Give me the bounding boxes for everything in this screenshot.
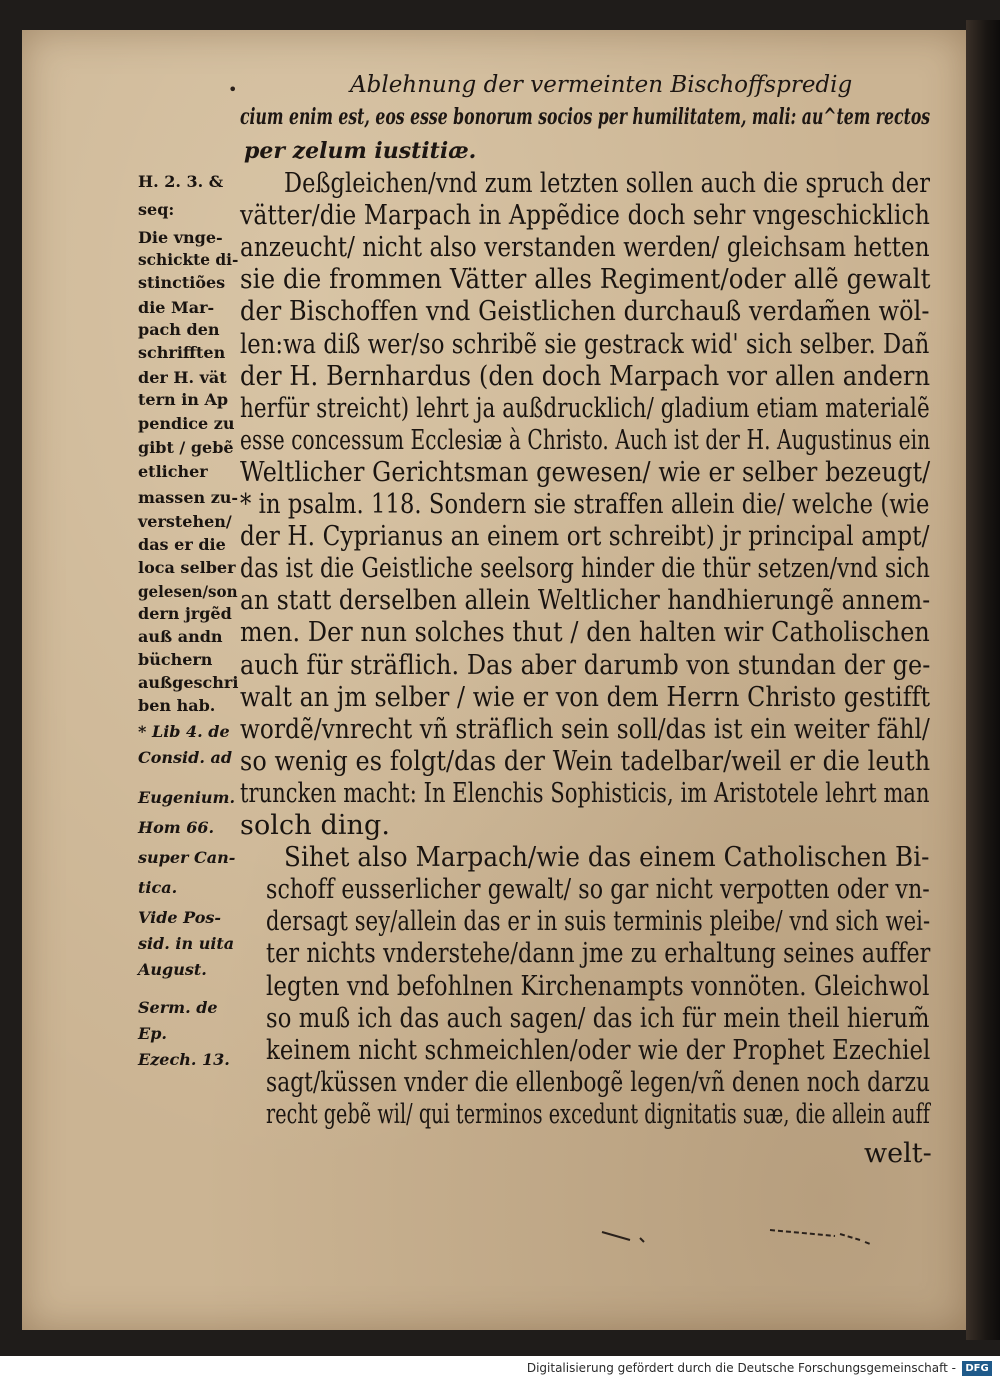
margin-note: dern jrgẽd <box>138 604 232 623</box>
margin-note: Eugenium. <box>138 788 236 807</box>
page-edge <box>966 20 1000 1340</box>
margin-note: schrifften <box>138 343 226 362</box>
running-head: Ablehnung der vermeinten Bischoffspredig <box>350 72 853 98</box>
body-line: anzeucht/ nicht also verstanden werden/ gleichsam hetten <box>240 232 930 264</box>
margin-note: * Lib 4. de <box>138 722 230 741</box>
margin-note: sid. in uita <box>138 934 235 953</box>
body-line: an statt derselben allein Weltlicher handhierungẽ annem- <box>240 585 931 617</box>
body-line: keinem nicht schmeichlen/oder wie der Prophet Ezechiel <box>266 1034 931 1066</box>
body-line: herfür streicht) lehrt ja außdrucklich/ gladium etiam materialẽ <box>240 392 930 424</box>
margin-note: außgeschri <box>138 673 239 692</box>
body-line: der Bischoffen vnd Geistlichen durchauß verdam̃en wöl- <box>240 296 930 328</box>
body-line: walt an jm selber / wie er von dem Herrn Christo gestifft <box>240 681 931 713</box>
body-line: auch für sträflich. Das aber darumb von stundan der ge- <box>240 649 931 681</box>
margin-note: das er die <box>138 535 226 554</box>
body-line: der H. Cyprianus an einem ort schreibt) jr principal ampt/ <box>240 521 930 553</box>
margin-note: die Mar- <box>138 298 215 317</box>
margin-note: pendice zu <box>138 414 235 433</box>
ink-smudge <box>600 1222 890 1252</box>
body-line: sagt/küssen vnder die ellenbogẽ legen/vñ denen noch darzu <box>266 1066 931 1098</box>
margin-note: etlicher <box>138 462 208 481</box>
margin-note: gibt / gebẽ <box>138 438 234 457</box>
body-line: * in psalm. 118. Sondern sie straffen allein die/ welche (wie <box>240 489 930 520</box>
body-line: esse concessum Ecclesiæ à Christo. Auch ist der H. Augustinus ein <box>240 424 931 456</box>
footer-credit: Digitalisierung gefördert durch die Deutsche Forschungsgemeinschaft - <box>526 1361 956 1375</box>
margin-note: büchern <box>138 650 213 669</box>
body-line: Deßgleichen/vnd zum letzten sollen auch die spruch der <box>284 168 931 199</box>
margin-note: loca selber <box>138 558 236 577</box>
latin-line-2: per zelum iustitiæ. <box>244 138 477 164</box>
body-line: men. Der nun solches thut / den halten wir Catholischen <box>240 617 930 649</box>
head-mark: • <box>228 80 238 99</box>
body-line: solch ding. <box>240 810 391 841</box>
margin-note: tica. <box>138 878 178 897</box>
latin-line-1: cium enim est, eos esse bonorum socios per humilitatem, mali: au^tem rectos <box>240 104 931 130</box>
margin-note: Ezech. 13. <box>138 1050 230 1069</box>
margin-note: schickte di- <box>138 250 239 269</box>
margin-note: Consid. ad <box>138 748 233 767</box>
body-line: wordẽ/vnrecht vñ sträflich sein soll/das ist ein weiter fähl/ <box>240 713 930 745</box>
catchword: welt- <box>864 1138 932 1169</box>
margin-note: ben hab. <box>138 696 216 715</box>
margin-note: Ep. <box>138 1024 167 1043</box>
body-line: so wenig es folgt/das der Wein tadelbar/weil er die leuth <box>240 745 931 777</box>
body-line: so muß ich das auch sagen/ das ich für mein theil hierum̃ <box>266 1002 930 1034</box>
margin-note: Die vnge- <box>138 228 223 247</box>
margin-note: gelesen/son <box>138 582 238 601</box>
margin-note: August. <box>138 960 207 979</box>
body-line: sie die frommen Vätter alles Regiment/oder allẽ gewalt <box>240 264 931 296</box>
body-line: truncken macht: In Elenchis Sophisticis, im Aristotele lehrt man <box>240 777 930 809</box>
body-line: len:wa diß wer/so schribẽ sie gestrack wid' sich selber. Dañ <box>240 328 930 360</box>
margin-note: seq: <box>138 200 175 219</box>
margin-note: der H. vät <box>138 368 227 387</box>
margin-note: Serm. de <box>138 998 218 1017</box>
margin-note: auß andn <box>138 627 223 646</box>
body-line: vätter/die Marpach in Appẽdice doch sehr vngeschicklich <box>240 200 930 232</box>
margin-note: verstehen/ <box>138 512 232 531</box>
margin-note: pach den <box>138 320 220 339</box>
body-line: ter nichts vnderstehe/dann jme zu erhaltung seines auffer <box>266 938 931 970</box>
margin-note: Vide Pos- <box>138 908 222 927</box>
dfg-logo: DFG <box>962 1361 992 1376</box>
body-line: legten vnd befohlnen Kirchenampts vonnöten. Gleichwol <box>266 970 930 1002</box>
margin-note: stinctiões <box>138 273 226 292</box>
body-line: recht gebẽ wil/ qui terminos excedunt dignitatis suæ, die allein auff <box>266 1098 930 1130</box>
margin-note: massen zu- <box>138 488 239 507</box>
margin-note: H. 2. 3. & <box>138 172 224 191</box>
body-line: der H. Bernhardus (den doch Marpach vor allen andern <box>240 360 931 392</box>
body-line: schoff eusserlicher gewalt/ so gar nicht verpotten oder vn- <box>266 874 930 906</box>
body-line: dersagt sey/allein das er in suis terminis pleibe/ vnd sich wei- <box>266 906 931 938</box>
body-line: das ist die Geistliche seelsorg hinder die thür setzen/vnd sich <box>240 553 930 585</box>
margin-note: super Can- <box>138 848 236 867</box>
margin-note: Hom 66. <box>138 818 215 837</box>
body-line: Weltlicher Gerichtsman gewesen/ wie er selber bezeugt/ <box>240 456 931 488</box>
body-line: Sihet also Marpach/wie das einem Catholischen Bi- <box>284 842 930 874</box>
margin-note: tern in Ap <box>138 390 229 409</box>
